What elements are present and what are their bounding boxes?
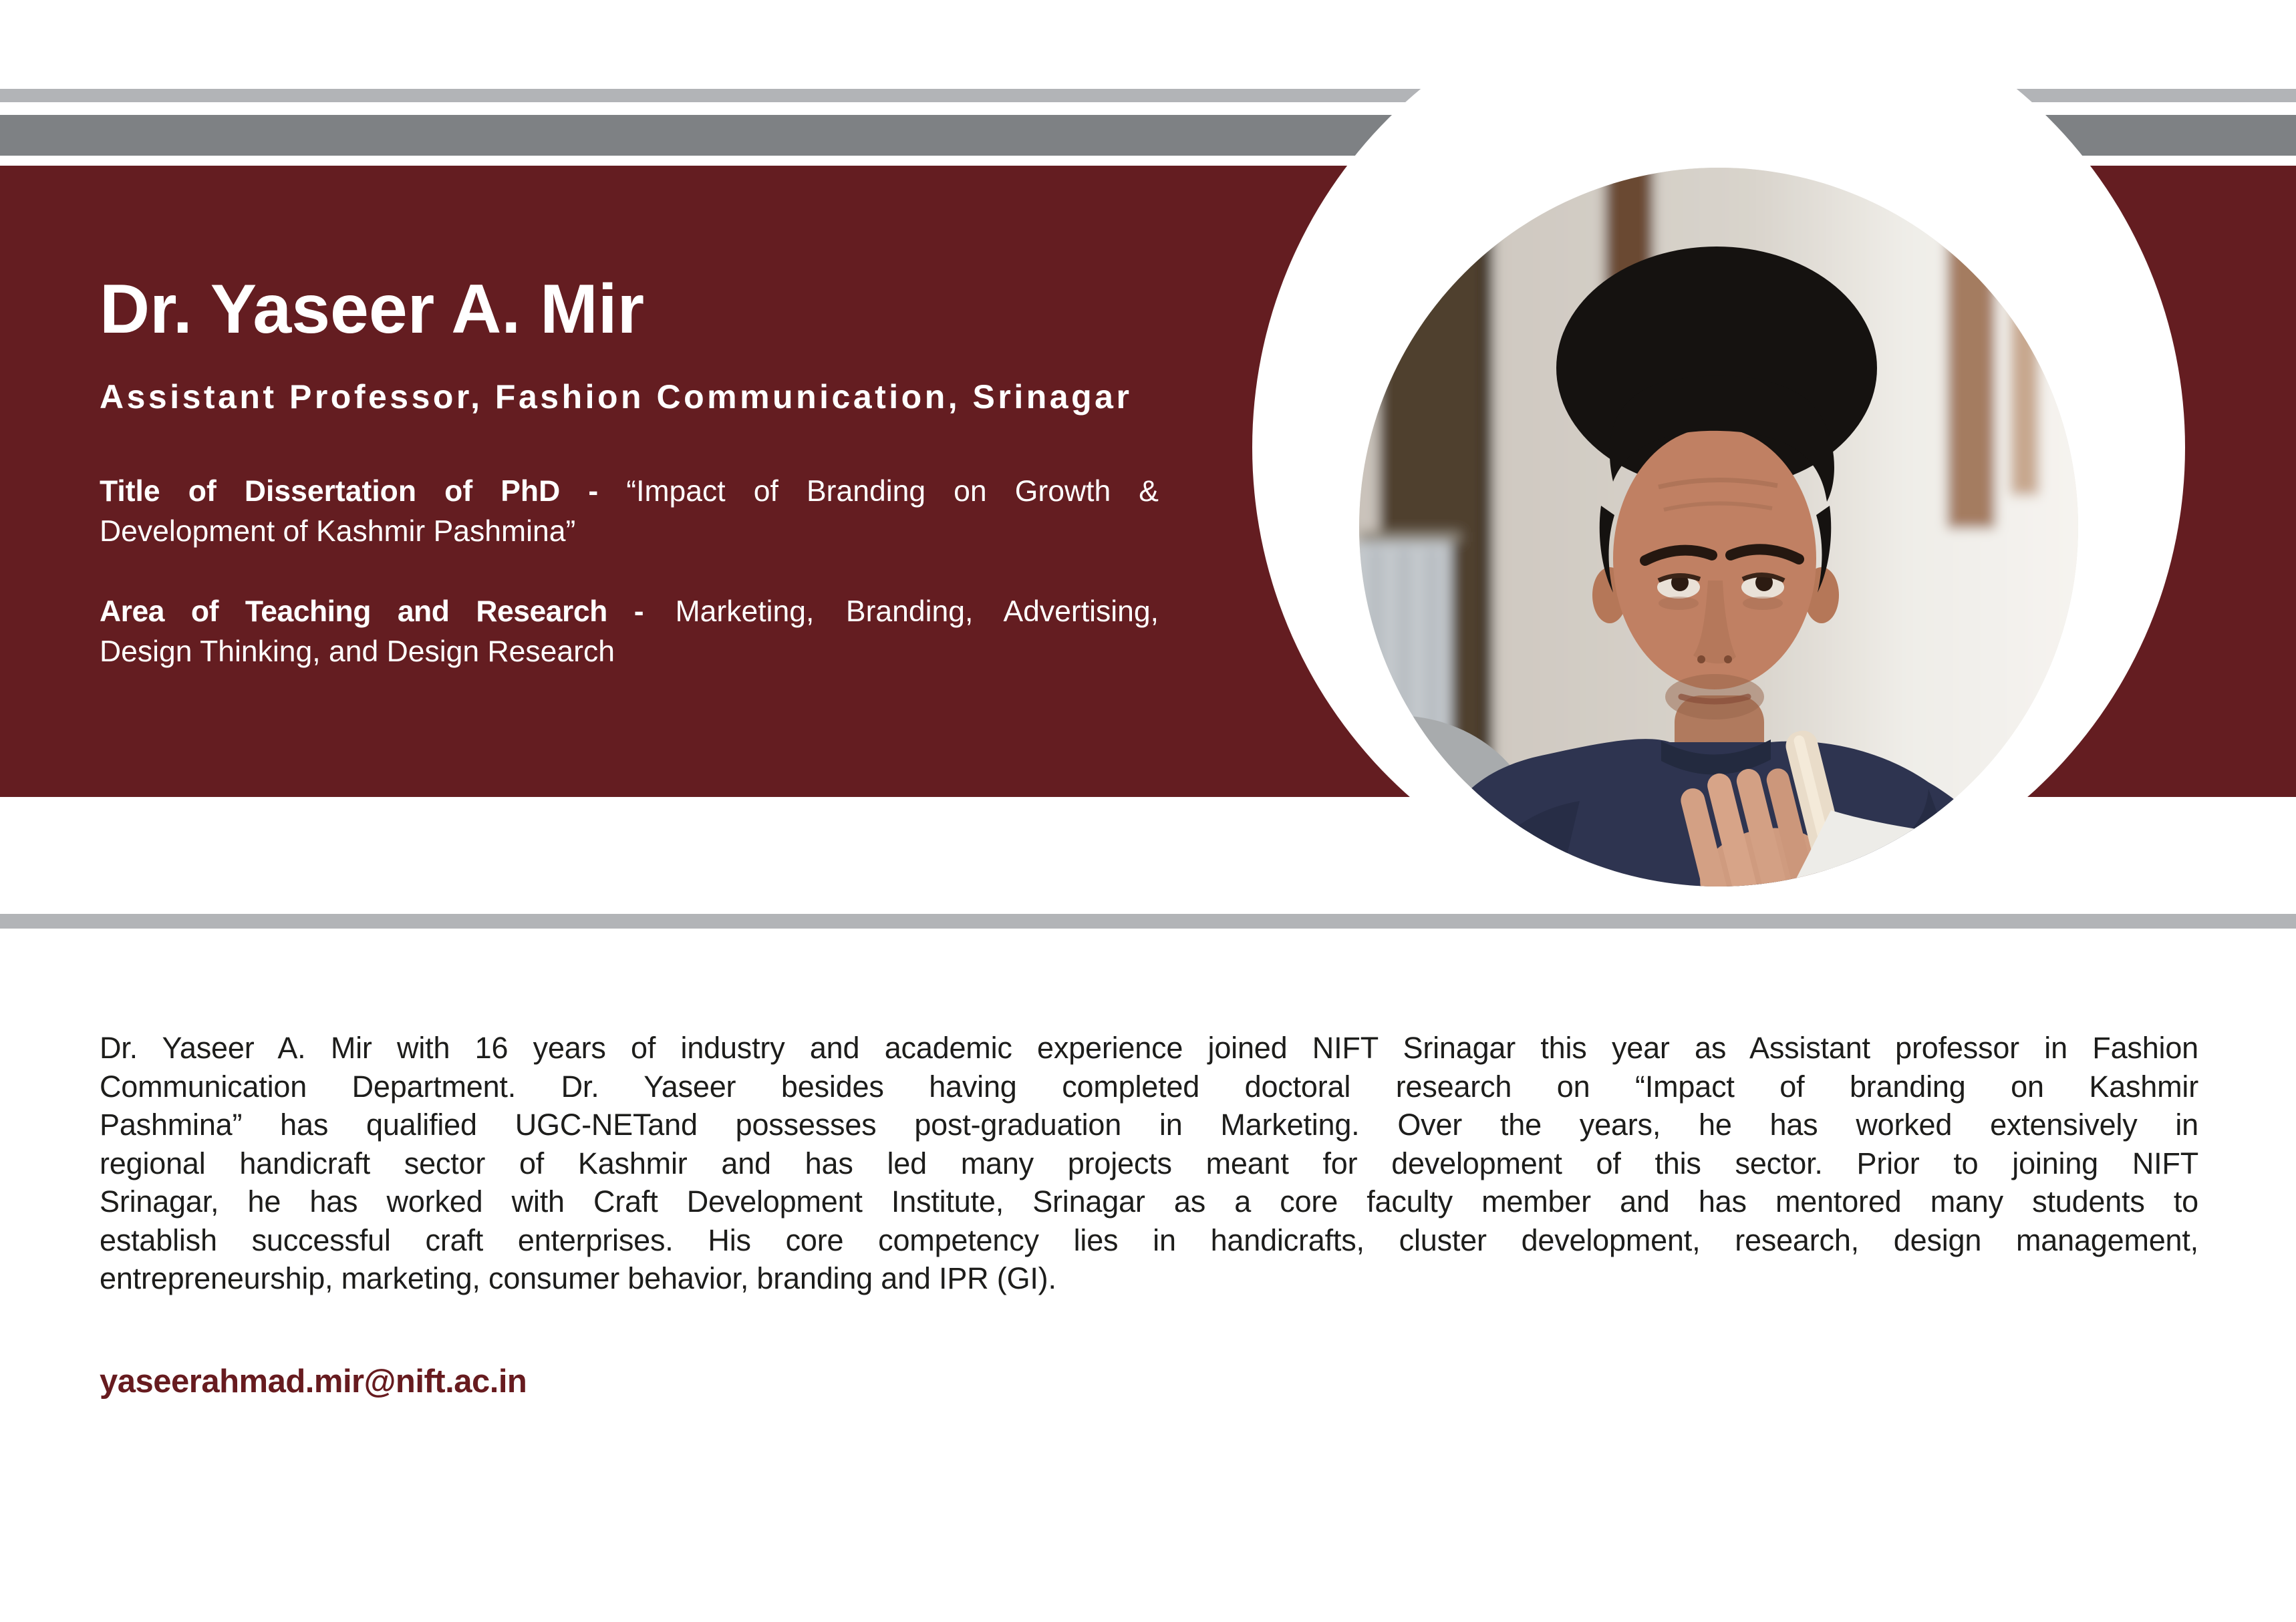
- bio-line: entrepreneurship, marketing, consumer behavior, branding and IPR (GI).: [100, 1261, 1056, 1295]
- dissertation-line-2: Development of Kashmir Pashmina”: [100, 515, 576, 548]
- area-line-2: Design Thinking, and Design Research: [100, 635, 615, 668]
- profile-name: Dr. Yaseer A. Mir: [100, 271, 645, 348]
- profile-title: Assistant Professor, Fashion Communication, Srinagar: [100, 378, 1133, 416]
- bio-line: Dr. Yaseer A. Mir with 16 years of industry and academic experience joined NIFT Srinagar this year as Assistant professor in Fashion: [100, 1031, 2198, 1065]
- area-label: Area of Teaching and Research -: [100, 595, 644, 628]
- area-line-1: [100, 592, 1159, 632]
- bio-line: establish successful craft enterprises. His core competency lies in handicrafts, cluster development, research, design management,: [100, 1223, 2198, 1257]
- dissertation-line-1: [100, 472, 1159, 512]
- bio-line: Pashmina” has qualified UGC-NETand possesses post-graduation in Marketing. Over the years, he has worked extensively in: [100, 1108, 2198, 1142]
- dissertation-label: Title of Dissertation of PhD -: [100, 475, 599, 508]
- email-link[interactable]: yaseerahmad.mir@nift.ac.in: [100, 1363, 527, 1400]
- dissertation-block: [100, 472, 1159, 552]
- bio-line: Communication Department. Dr. Yaseer besides having completed doctoral research on “Impact of branding on Kashmir: [100, 1069, 2198, 1104]
- area-block: [100, 592, 1159, 672]
- dissertation-text-1: “Impact of Branding on Growth &: [626, 475, 1159, 508]
- bio-line: Srinagar, he has worked with Craft Development Institute, Srinagar as a core faculty member and has mentored many students to: [100, 1184, 2198, 1219]
- area-text-1: Marketing, Branding, Advertising,: [675, 595, 1159, 628]
- bio-line: regional handicraft sector of Kashmir and has led many projects meant for development of this sector. Prior to joining NIFT: [100, 1146, 2198, 1180]
